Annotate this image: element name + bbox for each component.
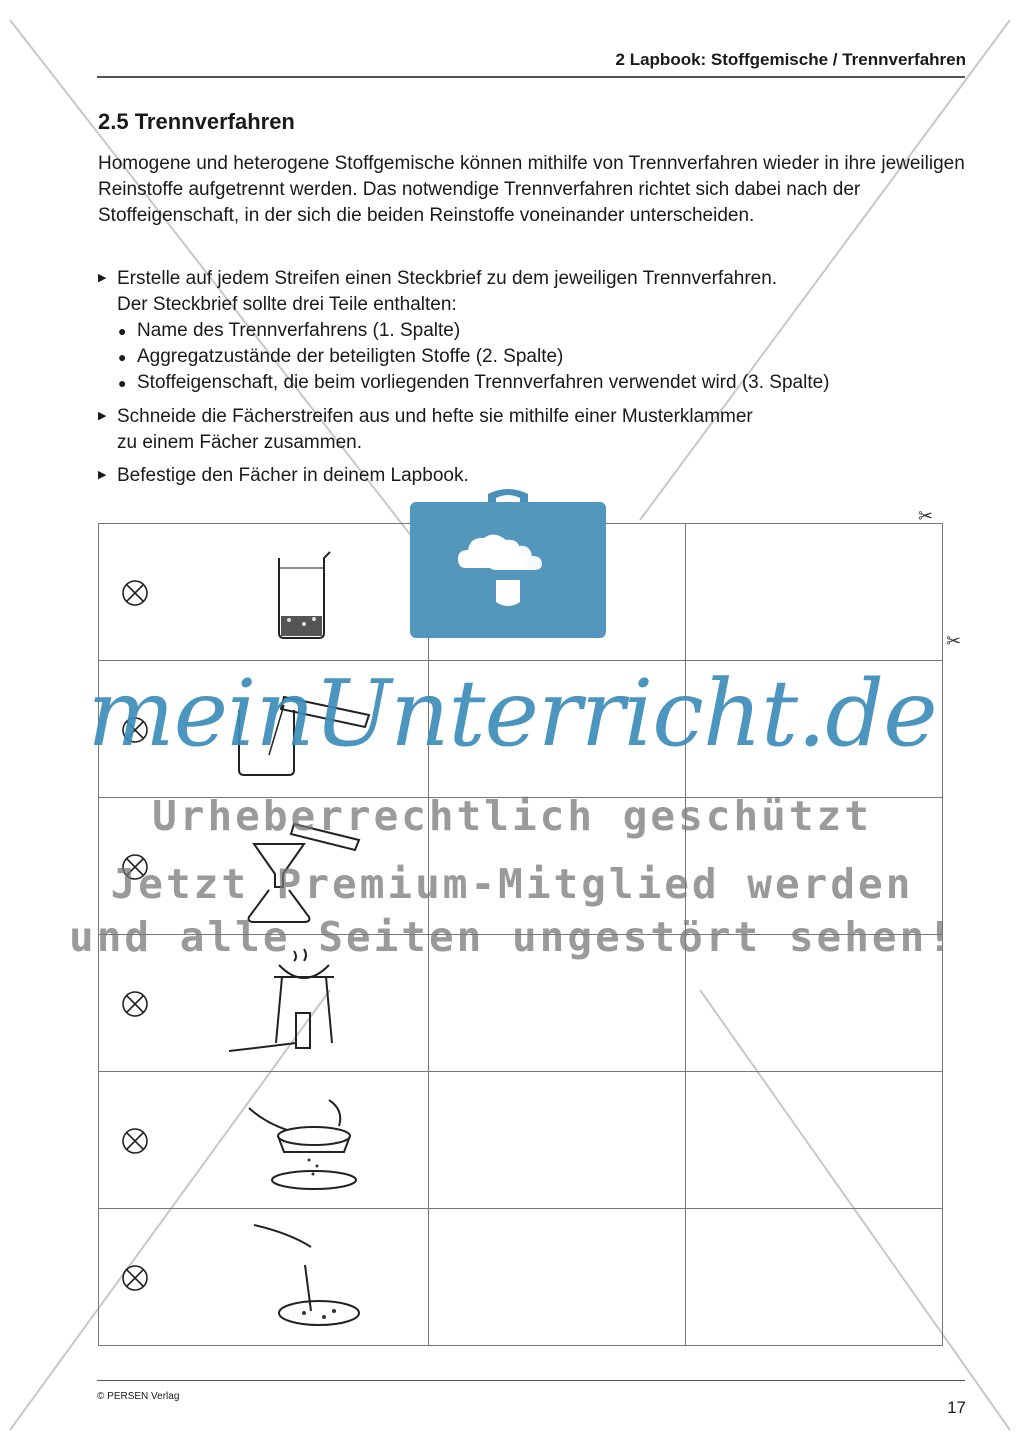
- strip-cell-name[interactable]: [99, 524, 429, 661]
- task-2-line-2: zu einem Fächer zusammen.: [117, 432, 362, 453]
- beaker-sediment-icon: [244, 538, 354, 648]
- section-title: 2.5 Trennverfahren: [98, 109, 295, 134]
- watermark-brand: meinUnterricht.de: [87, 660, 937, 767]
- strip-cell-property[interactable]: [686, 1072, 943, 1209]
- hole-mark-icon: [121, 1127, 149, 1155]
- task-1-bullets: [98, 318, 978, 396]
- task-1: [98, 265, 978, 396]
- page-number: 17: [947, 1398, 966, 1417]
- fan-strip: [99, 1072, 943, 1209]
- briefcase-cloud-logo: [408, 482, 608, 642]
- watermark-view-text: und alle Seiten ungestört sehen!: [69, 913, 955, 961]
- strip-cell-states[interactable]: [429, 1072, 686, 1209]
- header-title: 2 Lapbook: Stoffgemische / Trennverfahren: [615, 50, 966, 69]
- scissors-icon: ✂: [918, 506, 934, 526]
- strip-cell-states[interactable]: [429, 1209, 686, 1346]
- footer-copyright: © PERSEN Verlag: [97, 1391, 180, 1402]
- arrow-icon: ▶: [98, 469, 107, 481]
- intro-paragraph: Homogene und heterogene Stoffgemische können mithilfe von Trennverfahren wieder in ihre jeweiligen Reinstoffe aufgetrennt werden. Das notwendige Trennverfahren richtet sich dabei nach der Stoffeigenschaft, in der sich die beiden Reinstoffe voneinander unterscheiden.: [98, 153, 965, 226]
- task-2-line-1: Schneide die Fächerstreifen aus und hefte sie mithilfe einer Musterklammer: [117, 406, 753, 427]
- bullet-item: ● Name des Trennverfahrens (1. Spalte): [98, 318, 978, 344]
- watermark-copyright-text: Urheberrechtlich geschützt: [152, 792, 872, 840]
- strip-cell-property[interactable]: [686, 1209, 943, 1346]
- task-2: [98, 403, 978, 456]
- bullet-item: ● Stoffeigenschaft, die beim vorliegenden Trennverfahren verwendet wird (3. Spalte): [98, 370, 978, 396]
- fan-strip: [99, 1209, 943, 1346]
- strip-cell-name[interactable]: [99, 1209, 429, 1346]
- arrow-icon: ▶: [98, 272, 107, 284]
- task-1-line-2: Der Steckbrief sollte drei Teile enthalten:: [117, 294, 457, 315]
- evaporation-icon: [224, 943, 374, 1063]
- hole-mark-icon: [121, 990, 149, 1018]
- bullet-item: ● Aggregatzustände der beteiligten Stoffe (2. Spalte): [98, 344, 978, 370]
- hole-mark-icon: [121, 579, 149, 607]
- task-1-line-1: Erstelle auf jedem Streifen einen Steckbrief zu dem jeweiligen Trennverfahren.: [117, 268, 778, 289]
- strip-cell-name[interactable]: [99, 1072, 429, 1209]
- scissors-icon: ✂: [946, 631, 962, 651]
- task-3-line-1: Befestige den Fächer in deinem Lapbook.: [117, 465, 469, 486]
- magnet-sorting-icon: [239, 1215, 389, 1335]
- hole-mark-icon: [121, 1264, 149, 1292]
- header-divider: [97, 76, 965, 78]
- footer-divider: [97, 1380, 965, 1381]
- arrow-icon: ▶: [98, 410, 107, 422]
- strip-cell-property[interactable]: [686, 524, 943, 661]
- sieving-icon: [239, 1080, 389, 1200]
- watermark-premium-text: Jetzt Premium-Mitglied werden: [110, 860, 914, 908]
